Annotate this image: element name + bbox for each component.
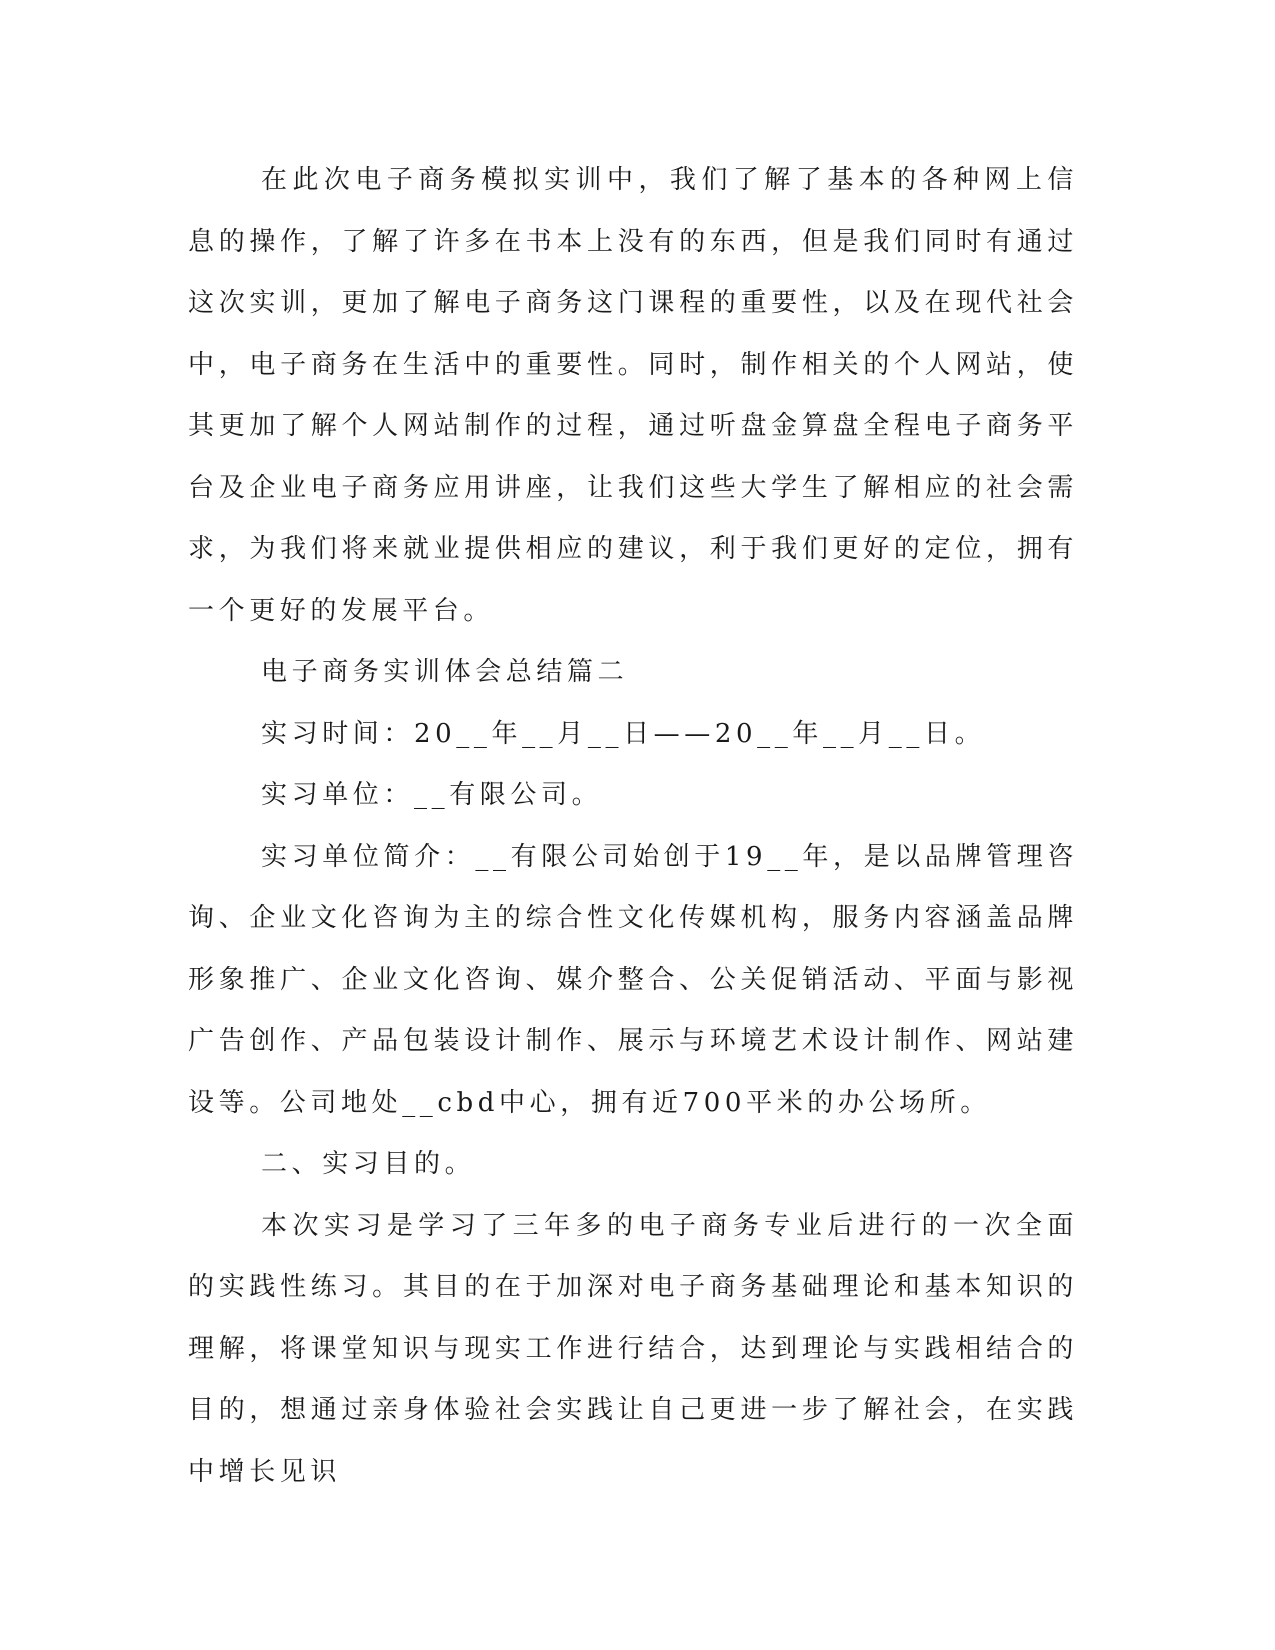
company-introduction: 实习单位简介：__有限公司始创于19__年，是以品牌管理咨询、企业文化咨询为主的综合性文化传媒机构，服务内容涵盖品牌形象推广、企业文化咨询、媒介整合、公关促销活动、平面与影视广告创作、产品包装设计制作、展示与环境艺术设计制作、网站建设等。公司地处__cbd中心，拥有近700平米的办公场所。 bbox=[188, 841, 1078, 1118]
paragraph-training-summary: 在此次电子商务模拟实训中，我们了解了基本的各种网上信息的操作，了解了许多在书本上没有的东西，但是我们同时有通过这次实训，更加了解电子商务这门课程的重要性，以及在现代社会中，电子商务在生活中的重要性。同时，制作相关的个人网站，使其更加了解个人网站制作的过程，通过听盘金算盘全程电子商务平台及企业电子商务应用讲座，让我们这些大学生了解相应的社会需求，为我们将来就业提供相应的建议，利于我们更好的定位，拥有一个更好的发展平台。 bbox=[188, 165, 1078, 626]
section-heading-part-two: 电子商务实训体会总结篇二 bbox=[261, 657, 629, 687]
section-heading-internship-purpose: 二、实习目的。 bbox=[261, 1149, 476, 1179]
internship-company: 实习单位：__有限公司。 bbox=[261, 780, 603, 810]
paragraph-internship-purpose: 本次实习是学习了三年多的电子商务专业后进行的一次全面的实践性练习。其目的在于加深对电子商务基础理论和基本知识的理解，将课堂知识与现实工作进行结合，达到理论与实践相结合的目的，想通过亲身体验社会实践让自己更进一步了解社会，在实践中增长见识 bbox=[188, 1210, 1078, 1487]
internship-period: 实习时间：20__年__月__日——20__年__月__日。 bbox=[261, 718, 986, 749]
document-body bbox=[188, 150, 1078, 1503]
